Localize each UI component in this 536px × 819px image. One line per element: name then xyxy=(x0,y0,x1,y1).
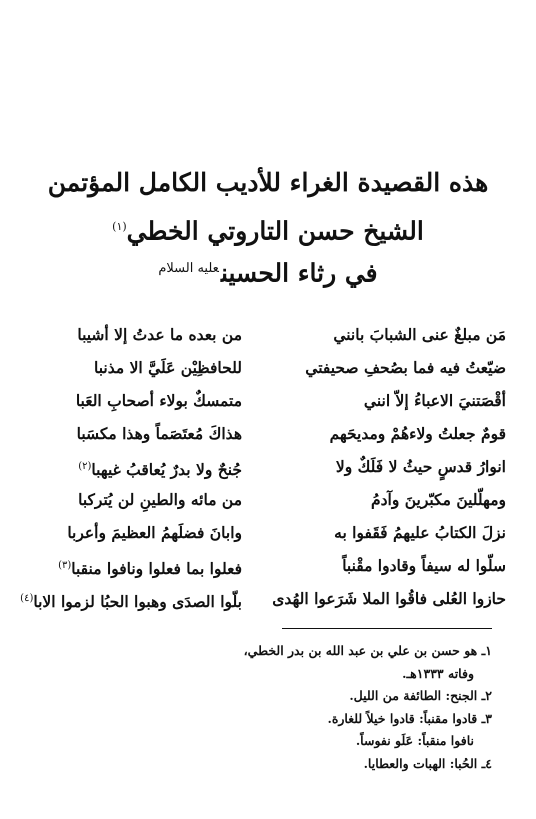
poem-verse-row xyxy=(30,483,506,516)
footnote-ref-3[interactable]: (٣) xyxy=(58,560,72,571)
footnote-3-continued: نافوا منقباً: عَلَو نفوساً. xyxy=(355,733,474,748)
footnote-ref-1[interactable]: (١) xyxy=(112,220,127,233)
footnote-1-continued: وفاته ١٣٣٣هـ. xyxy=(402,665,474,681)
footnote-4: ٤ـ الحُبا: الهبات والعطايا. xyxy=(363,755,492,771)
first-hemistich: قومٌ جعلتُ ولاءهُمْ ومديحَهم xyxy=(329,424,506,443)
first-hemistich: مَن مبلغٌ عنى الشبابَ بانني xyxy=(333,325,506,344)
poem-verse-row xyxy=(30,417,506,450)
second-hemistich: جُنحٌ ولا بدرٌ يُعاقبُ غيهبا$^{(٢)}$ xyxy=(78,460,242,480)
first-hemistich: أقْصَتنيَ الاعباءُ إلاّ انني xyxy=(363,391,506,410)
first-hemistich: سلّوا له سيفاً وقادوا مقْنباً xyxy=(342,556,506,575)
second-hemistich: هذاكَ مُعتَصَماً وهذا مكسَبا xyxy=(76,424,242,443)
first-hemistich: نزلَ الكتابُ عليهمُ فَقَفوا به xyxy=(334,523,506,542)
second-hemistich: من مائه والطينِ لن يُتركبا xyxy=(78,490,242,509)
title-line-3-text: في رثاء الحسين xyxy=(220,258,378,288)
second-hemistich: وابانَ فضلَهمُ العظيمَ وأعربا xyxy=(67,523,242,542)
first-hemistich: انوارُ قدسٍ حيثُ لا فَلَكٌ ولا xyxy=(335,457,506,476)
second-hemistich: متمسكٌ بولاء أصحابِ العَبا xyxy=(75,391,242,410)
poem-verse-row xyxy=(20,582,506,615)
honorific-ligature: عليه السلام xyxy=(158,261,219,276)
poem-title-line-1 xyxy=(40,163,496,203)
poem-verse-row xyxy=(30,516,506,549)
second-hemistich: فعلوا بما فعلوا ونافوا منقبا$^{(٣)}$ xyxy=(58,559,242,579)
first-hemistich: ضيّعتُ فيه فما بصُحفِ صحيفتي xyxy=(305,358,506,377)
footnote-2: ٢ـ الجنح: الطائفة من الليل. xyxy=(349,688,492,703)
poem-body xyxy=(20,318,506,614)
poem-verse-row xyxy=(30,351,506,384)
poem-title-line-2 xyxy=(40,207,496,251)
second-hemistich: بلّوا الصدَى وهبوا الحبُا لزموا الابا$^{(٤)}$ xyxy=(20,592,242,612)
poem-verse-row xyxy=(30,384,506,417)
poem-title-line-3 xyxy=(40,249,496,293)
first-hemistich: ومهلّلينَ مكبّرينَ وآدمُ xyxy=(371,490,506,509)
poem-verse-row xyxy=(30,450,506,483)
footnotes xyxy=(52,640,492,775)
title-line-2-text: الشيخ حسن التاروتي الخطي xyxy=(126,216,424,246)
footnote-ref-4[interactable]: (٤) xyxy=(20,593,34,604)
footnote-separator xyxy=(282,628,492,629)
second-hemistich: للحافظِيْن عَلَيَّ الا مذنبا xyxy=(94,358,242,377)
title-line-1-text: هذه القصيدة الغراء للأديب الكامل المؤتمن xyxy=(47,168,489,197)
footnote-3: ٣ـ قادوا مقنباً: قادوا خيلاً للغارة. xyxy=(327,710,492,726)
footnote-1: ١ـ هو حسن بن علي بن عبد الله بن بدر الخطي، xyxy=(243,643,492,658)
footnote-ref-2[interactable]: (٢) xyxy=(78,461,92,472)
second-hemistich: من بعده ما عدتُ إلا أشيبا xyxy=(77,325,242,344)
first-hemistich: حازوا العُلى فاقُوا الملا شَرَعوا الهُدى xyxy=(272,589,506,608)
poem-verse-row xyxy=(30,549,506,582)
poem-verse-row xyxy=(30,318,506,351)
